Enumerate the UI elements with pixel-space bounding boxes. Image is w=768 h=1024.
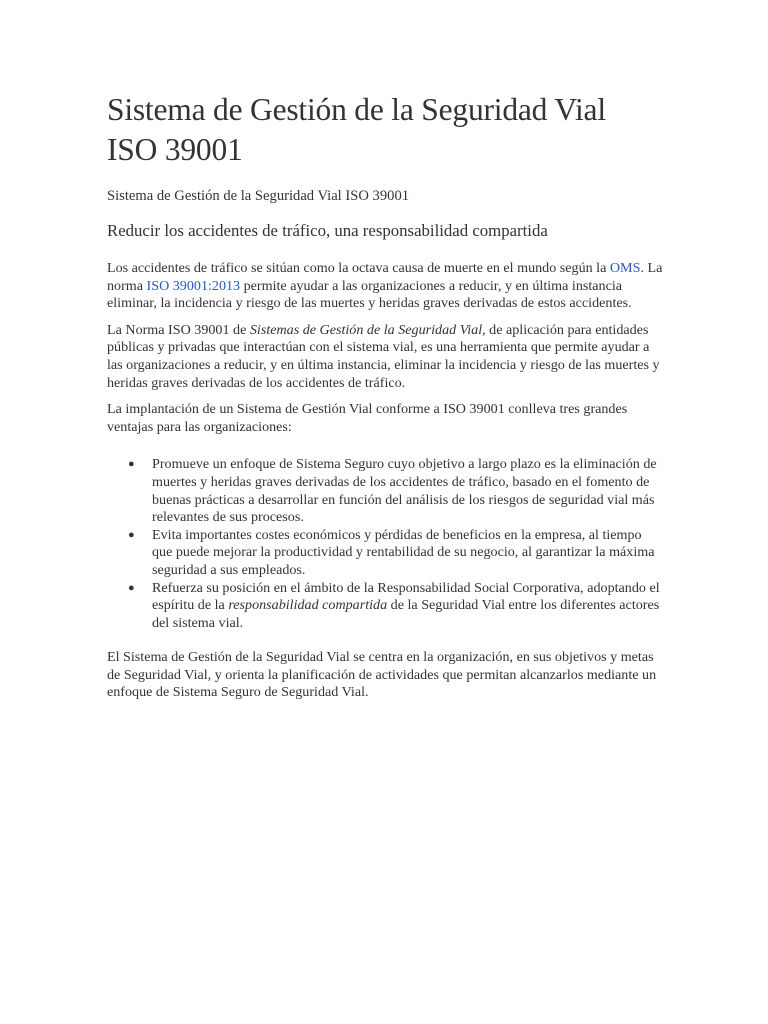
document-subtitle: Sistema de Gestión de la Seguridad Vial ISO 39001 <box>107 188 410 204</box>
paragraph-intro <box>107 260 663 313</box>
list-item <box>128 579 663 633</box>
list-item-text-b: de la Seguridad Vial entre los diferentes actores del sistema vial. <box>152 597 660 631</box>
ventajas-list <box>107 456 663 632</box>
list-item-text-a: Refuerza su posición en el ámbito de la Responsabilidad Social Corporativa, adoptando el espíritu de la <box>152 579 660 614</box>
paragraph-norma-text-a: La Norma ISO 39001 de <box>107 321 250 338</box>
paragraph-norma <box>107 322 663 392</box>
page-title: Sistema de Gestión de la Seguridad Vial ISO 39001 <box>107 92 606 167</box>
oms-link[interactable]: OMS <box>609 260 641 276</box>
list-item-text: Evita importantes costes económicos y pérdidas de beneficios en la empresa, al tiempo que puede mejorar la productividad y rentabilidad de su negocio, al garantizar la máxima seguridad a sus empleados. <box>152 526 655 578</box>
section-heading: Reducir los accidentes de tráfico, una responsabilidad compartida <box>107 221 548 240</box>
paragraph-intro-text-a: Los accidentes de tráfico se sitúan como la octava causa de muerte en el mundo según la <box>107 260 610 276</box>
list-item-italic: responsabilidad compartida <box>228 597 388 614</box>
document-page <box>107 90 663 702</box>
list-item <box>128 526 663 580</box>
paragraph-ventajas: La implantación de un Sistema de Gestión Vial conforme a ISO 39001 conlleva tres grandes ventajas para las organizaciones: <box>107 401 628 435</box>
paragraph-norma-italic: Sistemas de Gestión de la Seguridad Vial, <box>249 321 486 338</box>
paragraph-intro-text-c: permite ayudar a las organizaciones a reducir, y en última instancia eliminar, la incidencia y riesgo de las muertes y heridas graves derivadas de estos accidentes. <box>107 277 632 312</box>
paragraph-intro-text-b: . La norma <box>107 260 663 294</box>
paragraph-norma-text-b: de aplicación para entidades públicas y privadas que interactúan con el sistema vial, es una herramienta que permite ayudar a las organizaciones a reducir, y en última instancia, eliminar la incidencia y riesgo de las muertes y heridas graves derivadas de los accidentes de tráfico. <box>107 321 660 391</box>
list-item-text: Promueve un enfoque de Sistema Seguro cuyo objetivo a largo plazo es la eliminación de muertes y heridas graves derivadas de los accidentes de tráfico, basado en el fomento de buenas prácticas a desarrollar en función del análisis de los riesgos de seguridad vial más relevantes de sus procesos. <box>152 456 657 526</box>
bullet-icon: ● <box>128 528 135 541</box>
list-item <box>128 456 663 526</box>
bullet-icon: ● <box>128 581 135 594</box>
bullet-icon: ● <box>128 458 135 471</box>
iso-39001-link[interactable]: ISO 39001:2013 <box>146 277 241 294</box>
paragraph-conclusion: El Sistema de Gestión de la Seguridad Vial se centra en la organización, en sus objetivos y metas de Seguridad Vial, y orienta la planificación de actividades que permitan alcanzarlos mediante un enfoque de Sistema Seguro de Seguridad Vial. <box>107 649 657 701</box>
